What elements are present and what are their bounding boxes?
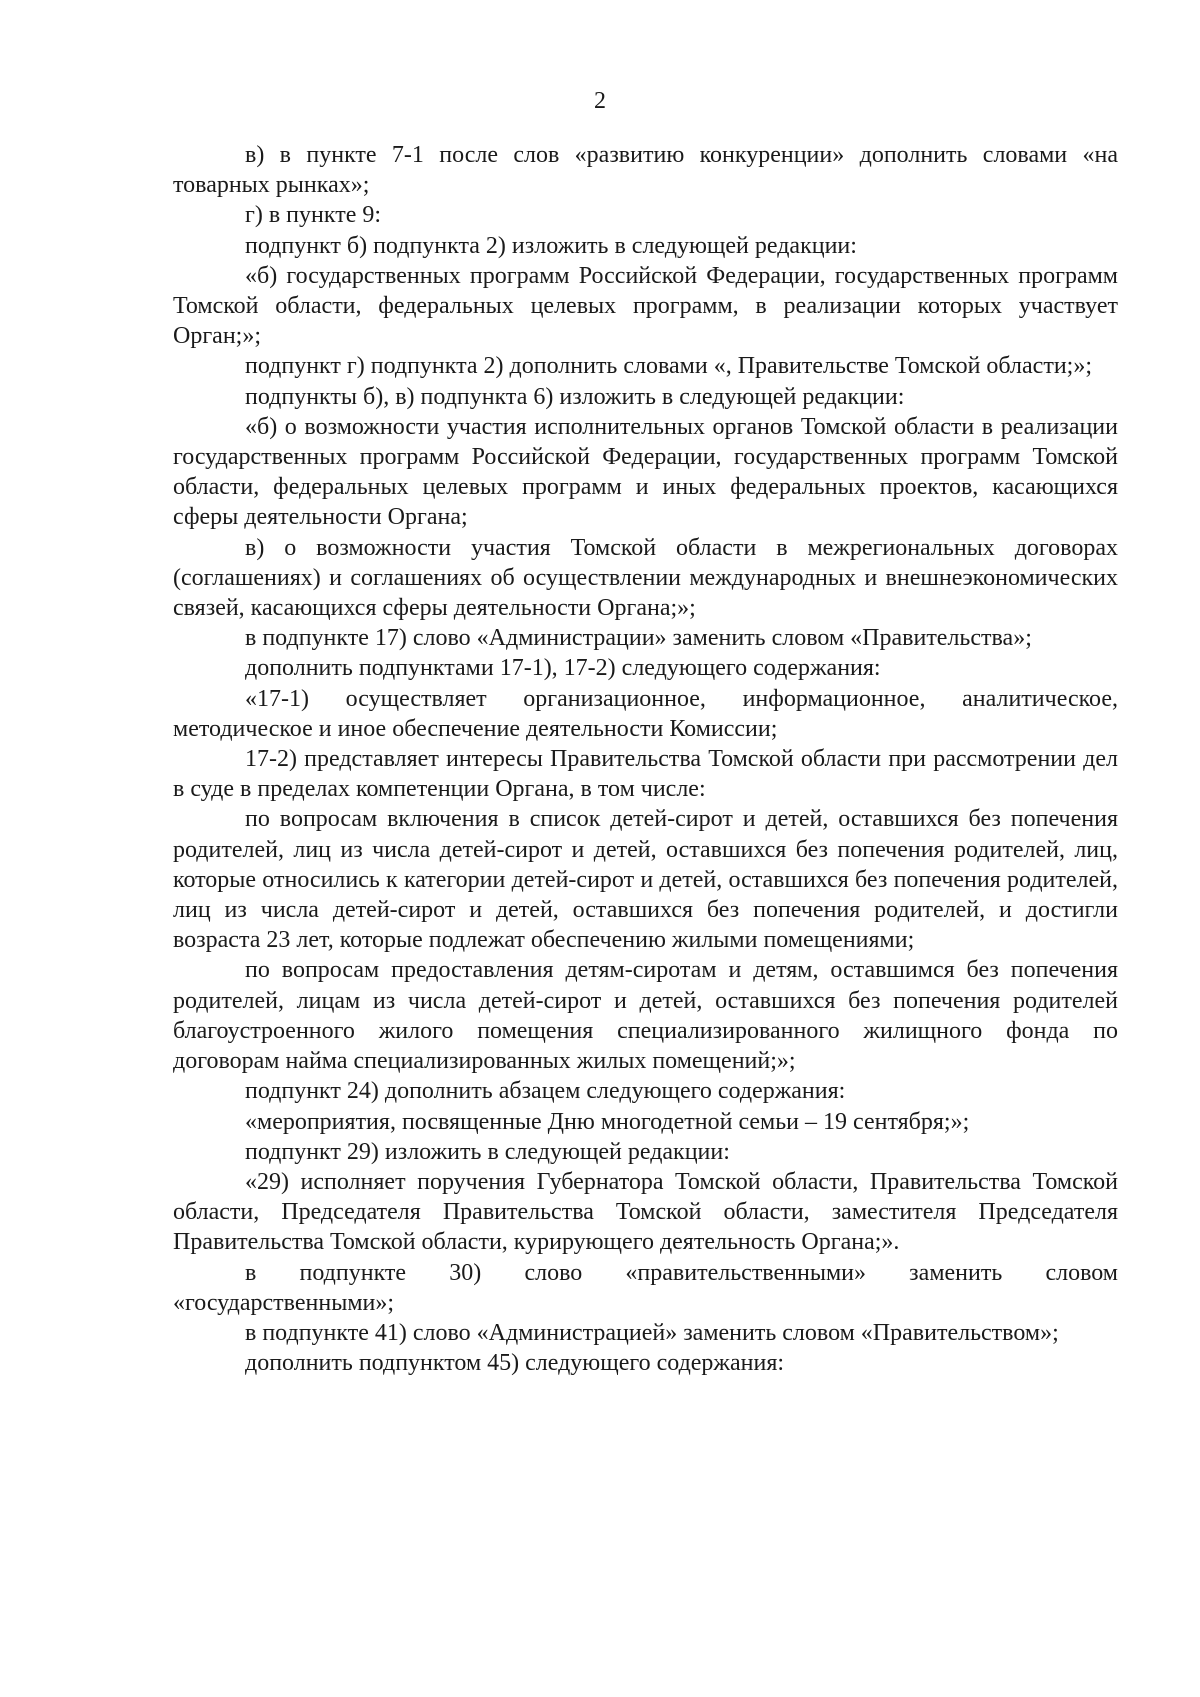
page-number: 2 [594,88,606,114]
paragraph-10: дополнить подпунктами 17-1), 17-2) следующего содержания: [245,655,881,682]
paragraph-9: в подпункте 17) слово «Администрации» заменить словом «Правительства»; [245,625,1032,652]
paragraph-14: по вопросам предоставления детям-сиротам и детям, оставшимся без попечения родителей, лицам из числа детей-сирот и детей, оставшихся без попечения родителей благоустроенного жилого помещения специализированного жилищного фонда по договорам найма специализированных жилых помещений;»; [173,957,1118,1075]
paragraph-15: подпункт 24) дополнить абзацем следующего содержания: [245,1078,846,1105]
paragraph-18: «29) исполняет поручения Губернатора Томской области, Правительства Томской области, Председателя Правительства Томской области, заместителя Председателя Правительства Томской области, курирующего деятельность Органа;». [173,1168,1118,1256]
paragraph-3: подпункт б) подпункта 2) изложить в следующей редакции: [245,232,857,259]
paragraph-20: в подпункте 41) слово «Администрацией» заменить словом «Правительством»; [245,1319,1059,1346]
paragraph-1: в) в пункте 7-1 после слов «развитию конкуренции» дополнить словами «на товарных рынках»; [173,142,1118,199]
paragraph-4: «б) государственных программ Российской Федерации, государственных программ Томской области, федеральных целевых программ, в реализации которых участвует Орган;»; [173,262,1118,350]
paragraph-13: по вопросам включения в список детей-сирот и детей, оставшихся без попечения родителей, лиц из числа детей-сирот и детей, оставшихся без попечения родителей, лиц, которые относились к категории детей-сирот и детей, оставшихся без попечения родителей, лиц из числа детей-сирот и детей, оставшихся без попечения родителей, и достигли возраста 23 лет, которые подлежат обеспечению жилыми помещениями; [173,806,1118,954]
paragraph-7: «б) о возможности участия исполнительных органов Томской области в реализации государственных программ Российской Федерации, государственных программ Томской области, федеральных целевых программ и иных федеральных проектов, касающихся сферы деятельности Органа; [173,413,1118,531]
paragraph-19: в подпункте 30) слово «правительственными» заменить словом «государственными»; [173,1259,1118,1316]
paragraph-17: подпункт 29) изложить в следующей редакции: [245,1138,730,1165]
paragraph-6: подпункты б), в) подпункта 6) изложить в следующей редакции: [245,383,905,410]
paragraph-2: г) в пункте 9: [245,202,382,229]
paragraph-21: дополнить подпунктом 45) следующего содержания: [245,1350,785,1377]
document-body [173,140,1118,1378]
paragraph-16: «мероприятия, посвященные Дню многодетной семьи – 19 сентября;»; [245,1108,970,1135]
paragraph-11: «17-1) осуществляет организационное, информационное, аналитическое, методическое и иное обеспечение деятельности Комиссии; [173,685,1118,742]
paragraph-8: в) о возможности участия Томской области в межрегиональных договорах (соглашениях) и соглашениях об осуществлении международных и внешнеэкономических связей, касающихся сферы деятельности Органа;»; [173,534,1118,622]
paragraph-5: подпункт г) подпункта 2) дополнить словами «, Правительстве Томской области;»; [245,353,1092,380]
paragraph-12: 17-2) представляет интересы Правительства Томской области при рассмотрении дел в суде в пределах компетенции Органа, в том числе: [173,746,1118,803]
